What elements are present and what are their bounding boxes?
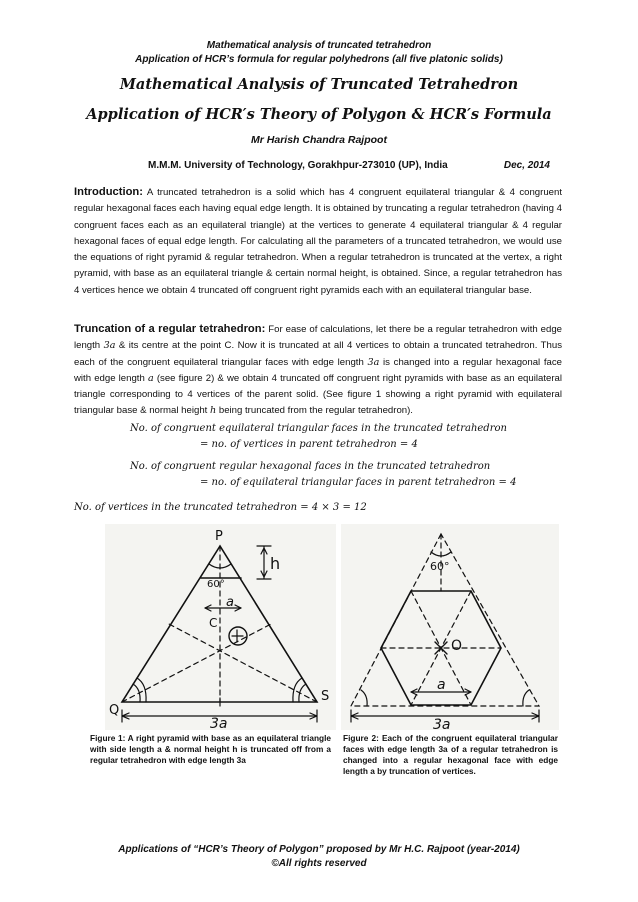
truncation-text-4: (see figure 2) & we obtain 4 truncated off congruent right pyramids with base as an equilateral triangle corresponding to 4 vertices of the parent solid. (See figure 1 showing a right pyramid with equilateral triangular base & normal height bbox=[74, 372, 562, 417]
equation-3: No. of vertices in the truncated tetrahedron = 4 × 3 = 12 bbox=[74, 502, 367, 513]
left-angle-arc bbox=[133, 684, 140, 702]
label-o: O bbox=[451, 638, 463, 654]
footer-copyright: ©All rights reserved bbox=[271, 858, 367, 869]
affiliation: M.M.M. University of Technology, Gorakhpur-273010 (UP), India bbox=[148, 160, 448, 171]
label-p: P bbox=[215, 529, 223, 544]
label-3a: 3a bbox=[210, 716, 228, 730]
truncation-text-5: being truncated from the regular tetrahedron). bbox=[216, 405, 413, 417]
label-angle-60: 60° bbox=[207, 579, 225, 590]
truncation-heading: Truncation of a regular tetrahedron: bbox=[74, 323, 266, 335]
height-bracket bbox=[257, 546, 271, 579]
math-3a: 3a bbox=[103, 340, 116, 352]
introduction-paragraph bbox=[74, 184, 562, 299]
right-angle-arc bbox=[523, 690, 529, 706]
figure-1-caption: Figure 1: A right pyramid with base as an equilateral triangle with side length a & normal height h is truncated off from a regular tetrahedron with edge length 3a bbox=[90, 733, 331, 765]
author-name: Mr Harish Chandra Rajpoot bbox=[251, 134, 387, 146]
truncation-text-1: For ease of calculations, let there be a regular tetrahedron with edge length bbox=[74, 324, 562, 352]
equation-2-line-2: = no. of equilateral triangular faces in parent tetrahedron = 4 bbox=[200, 477, 517, 488]
left-angle-arc bbox=[361, 690, 367, 706]
label-3a: 3a bbox=[433, 717, 451, 730]
label-c: C bbox=[209, 616, 218, 630]
math-a: a bbox=[147, 372, 154, 384]
date: Dec, 2014 bbox=[503, 160, 550, 171]
introduction-text: A truncated tetrahedron is a solid which has 4 congruent equilateral triangular & 4 congruent regular hexagonal faces each having equal edge length. It is obtained by truncating a regular tetrahedron (having 4 congruent faces each as an equilateral triangle) at the vertices to generate 4 equilateral triangular & 4 regular hexagonal faces of equal edge length. For calculating all the parameters of a truncated tetrahedron, we would use the equations of right pyramid & regular tetrahedron. When a regular tetrahedron is truncated at the vertex, a right pyramid, with base as an equilateral triangle & certain normal height, is obtained. Since, a regular tetrahedron has 4 vertices hence we obtain 4 truncated off congruent right pyramids each with an equilateral triangular base. bbox=[74, 187, 562, 296]
figure-2 bbox=[341, 524, 559, 730]
math-3a: 3a bbox=[367, 356, 380, 368]
pyramid-outline bbox=[122, 546, 317, 702]
truncation-text-3: is changed into a regular hexagonal face with edge length bbox=[74, 356, 563, 384]
introduction-heading: Introduction: bbox=[74, 186, 143, 198]
label-s: S bbox=[321, 689, 330, 704]
running-header-title: Mathematical analysis of truncated tetrahedron bbox=[206, 40, 432, 51]
label-h: h bbox=[270, 554, 281, 573]
paper-title: Mathematical Analysis of Truncated Tetrahedron bbox=[119, 76, 519, 93]
paper-subtitle: Application of HCR′s Theory of Polygon & HCR′s Formula bbox=[86, 106, 552, 123]
math-h: h bbox=[210, 405, 217, 417]
equation-1-line-2: = no. of vertices in parent tetrahedron = 4 bbox=[200, 439, 418, 450]
label-a: a bbox=[226, 595, 234, 610]
figure-2-diagram bbox=[341, 524, 559, 730]
footer-line-1: Applications of “HCR’s Theory of Polygon” proposed by Mr H.C. Rajpoot (year-2014) bbox=[118, 844, 520, 855]
equation-2-line-1: No. of congruent regular hexagonal faces in the truncated tetrahedron bbox=[130, 461, 491, 472]
truncation-paragraph bbox=[74, 321, 562, 420]
truncation-text-2: & its centre at the point C. Now it is truncated at all 4 vertices to obtain a truncated tetrahedron. Thus each of the congruent equilateral triangular faces with edge length bbox=[74, 340, 563, 368]
figure-1-diagram bbox=[105, 524, 336, 730]
label-q: Q bbox=[109, 703, 120, 718]
figure-1 bbox=[105, 524, 336, 730]
median-left bbox=[122, 624, 271, 702]
running-header-subtitle: Application of HCR’s formula for regular polyhedrons (all five platonic solids) bbox=[135, 54, 503, 65]
equation-1-line-1: No. of congruent equilateral triangular faces in the truncated tetrahedron bbox=[130, 423, 507, 434]
label-angle-60: 60° bbox=[430, 560, 450, 573]
label-a: a bbox=[437, 677, 446, 693]
right-angle-arc bbox=[299, 684, 306, 702]
figure-2-caption: Figure 2: Each of the congruent equilateral triangular faces with edge length 3a of a regular tetrahedron is changed into a regular hexagonal face with edge length a by truncation of vertices. bbox=[343, 733, 558, 776]
